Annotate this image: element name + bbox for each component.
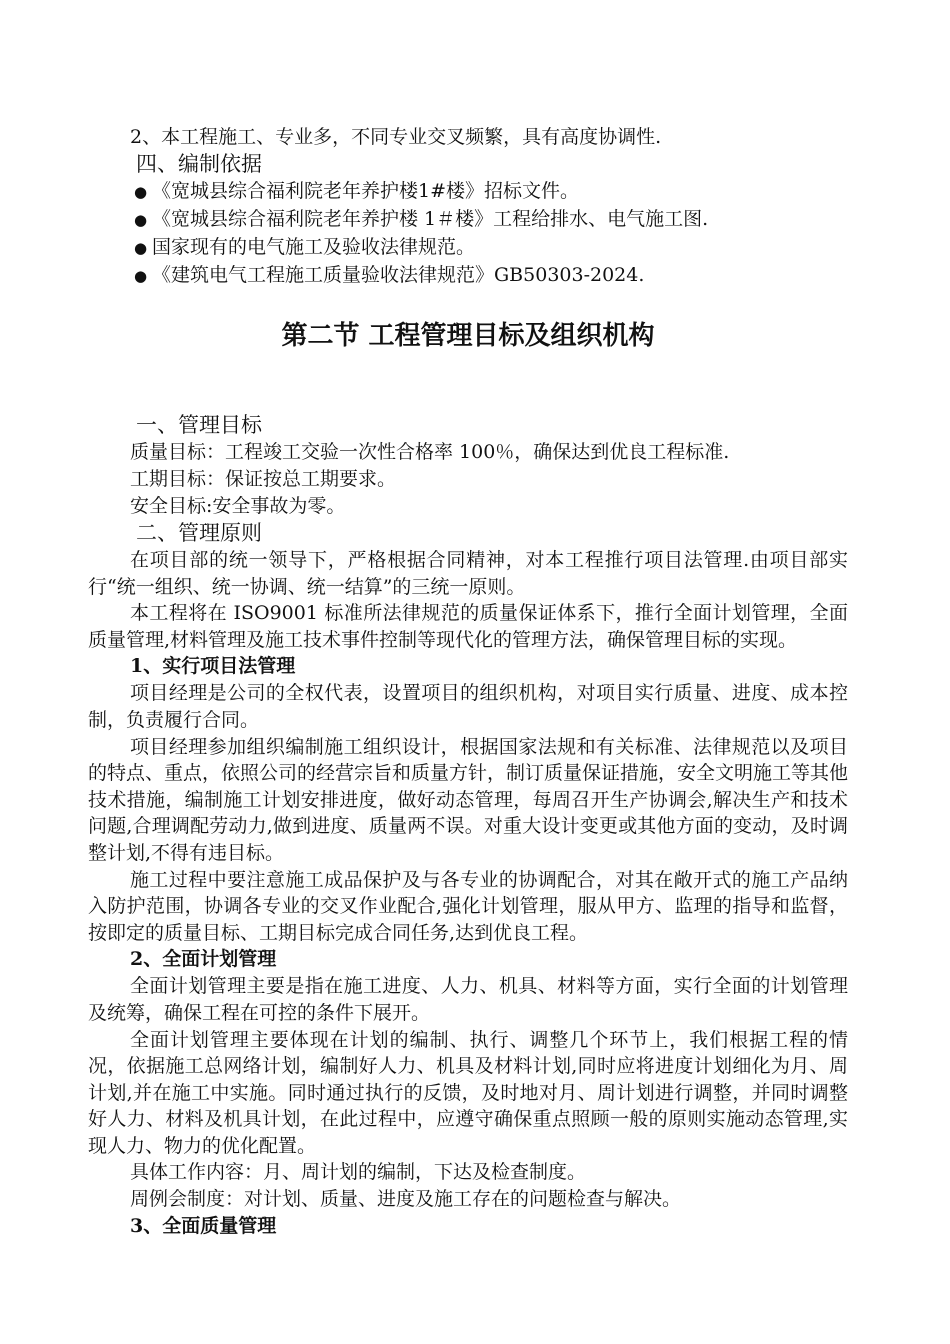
goals-heading: 一、管理目标 [136,413,262,437]
paragraph: 全面计划管理主要是指在施工进度、人力、机具、材料等方面，实行全面的计划管理及统筹，确保工程在可控的条件下展开。 [88,975,848,1024]
goal-safety: 安全目标:安全事故为零。 [130,495,346,517]
basis-item: ● 《建筑电气工程施工质量验收法律规范》GB50303-2024. [88,262,848,290]
principles-heading: 二、管理原则 [136,521,262,545]
section-title: 第二节 工程管理目标及组织机构 [281,321,655,351]
subheading-plan-management: 2、全面计划管理 [130,948,277,971]
bullet-icon: ● [134,239,148,257]
paragraph: 项目经理是公司的全权代表，设置项目的组织机构，对项目实行质量、进度、成本控制，负责履行合同。 [88,682,848,731]
bullet-icon: ● [134,211,148,229]
basis-item: ● 《宽城县综合福利院老年养护楼 1＃楼》工程给排水、电气施工图. [88,206,848,234]
paragraph: 周例会制度：对计划、质量、进度及施工存在的问题检查与解决。 [130,1188,682,1211]
intro-point-2: 2、本工程施工、专业多，不同专业交叉频繁，具有高度协调性. [130,126,662,148]
bullet-icon: ● [134,183,148,201]
principle-paragraph: 本工程将在 ISO9001 标准所法律规范的质量保证体系下，推行全面计划管理，全面质量管理,材料管理及施工技术事件控制等现代化的管理方法，确保管理目标的实现。 [88,602,848,651]
basis-item: ● 国家现有的电气施工及验收法律规范。 [88,234,848,262]
paragraph: 具体工作内容：月、周计划的编制，下达及检查制度。 [130,1161,587,1184]
document-body [88,124,848,1240]
principle-paragraph: 在项目部的统一领导下，严格根据合同精神，对本工程推行项目法管理.由项目部实行“统一组织、统一协调、统一结算”的三统一原则。 [88,549,848,598]
subheading-project-management: 1、实行项目法管理 [130,655,296,678]
basis-item: ● 《宽城县综合福利院老年养护楼1#楼》招标文件。 [88,178,848,206]
basis-heading: 四、编制依据 [136,152,262,176]
paragraph: 施工过程中要注意施工成品保护及与各专业的协调配合，对其在敞开式的施工产品纳入防护范围，协调各专业的交叉作业配合,强化计划管理，服从甲方、监理的指导和监督，按即定的质量目标、工期目标完成合同任务,达到优良工程。 [88,868,848,944]
goal-quality: 质量目标：工程竣工交验一次性合格率 100％，确保达到优良工程标准. [130,441,730,463]
paragraph: 全面计划管理主要体现在计划的编制、执行、调整几个环节上，我们根据工程的情况，依据施工总网络计划，编制好人力、机具及材料计划,同时应将进度计划细化为月、周计划,并在施工中实施。同时通过执行的反馈，及时地对月、周计划进行调整，并同时调整好人力、材料及机具计划，在此过程中，应遵守确保重点照顾一般的原则实施动态管理,实现人力、物力的优化配置。 [88,1028,848,1157]
bullet-icon: ● [134,267,148,285]
goal-schedule: 工期目标：保证按总工期要求。 [130,468,397,490]
subheading-quality-management: 3、全面质量管理 [130,1215,277,1238]
paragraph: 项目经理参加组织编制施工组织设计，根据国家法规和有关标准、法律规范以及项目的特点、重点，依照公司的经营宗旨和质量方针，制订质量保证措施，安全文明施工等其他技术措施，编制施工计划安排进度，做好动态管理，每周召开生产协调会,解决生产和技术问题,合理调配劳动力,做到进度、质量两不误。对重大设计变更或其他方面的变动，及时调整计划,不得有违目标。 [88,735,849,864]
